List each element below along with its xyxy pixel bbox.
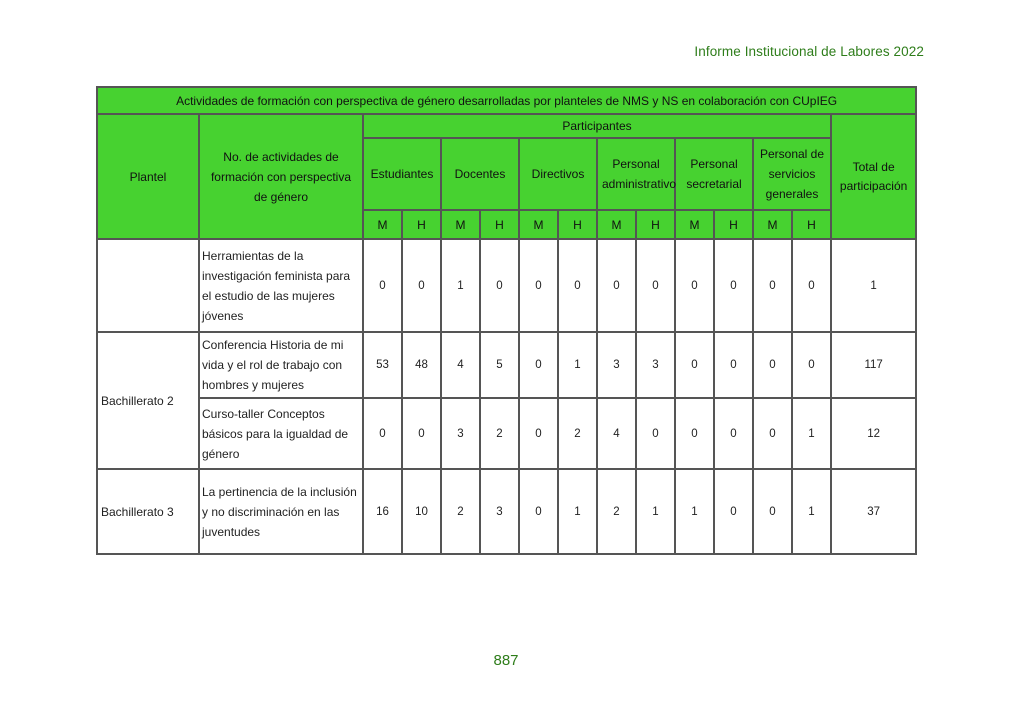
value-cell: 0 [675,332,714,398]
value-cell: 4 [597,398,636,469]
activity-cell: Curso-taller Conceptos básicos para la igualdad de género [199,398,363,469]
value-cell: 1 [675,469,714,554]
activity-cell: Herramientas de la investigación feminista para el estudio de las mujeres jóvenes [199,239,363,332]
value-cell: 5 [480,332,519,398]
sub-header-m: M [519,210,558,239]
sub-header-h: H [558,210,597,239]
value-cell: 0 [597,239,636,332]
value-cell: 0 [753,398,792,469]
plantel-cell: Bachillerato 2 [97,332,199,469]
value-cell: 3 [597,332,636,398]
value-cell: 0 [792,332,831,398]
value-cell: 53 [363,332,402,398]
value-cell: 16 [363,469,402,554]
group-header-servicios: Personal de servicios generales [753,138,831,210]
value-cell: 0 [519,239,558,332]
total-cell: 12 [831,398,916,469]
value-cell: 0 [792,239,831,332]
value-cell: 0 [753,469,792,554]
value-cell: 0 [636,398,675,469]
value-cell: 0 [675,239,714,332]
table-row [97,332,916,398]
activity-cell: Conferencia Historia de mi vida y el rol de trabajo con hombres y mujeres [199,332,363,398]
total-cell: 117 [831,332,916,398]
value-cell: 3 [480,469,519,554]
value-cell: 0 [714,469,753,554]
value-cell: 0 [363,239,402,332]
participants-header: Participantes [363,114,831,138]
value-cell: 2 [441,469,480,554]
value-cell: 3 [441,398,480,469]
value-cell: 2 [558,398,597,469]
value-cell: 1 [792,398,831,469]
total-header: Total de participación [831,114,916,239]
value-cell: 1 [792,469,831,554]
group-header-administrativo: Personal administrativo [597,138,675,210]
value-cell: 4 [441,332,480,398]
value-cell: 0 [753,239,792,332]
sub-header-m: M [597,210,636,239]
value-cell: 0 [753,332,792,398]
value-cell: 0 [363,398,402,469]
value-cell: 1 [441,239,480,332]
plantel-cell [97,239,199,332]
sub-header-h: H [636,210,675,239]
table-row [97,398,916,469]
value-cell: 48 [402,332,441,398]
value-cell: 0 [402,398,441,469]
value-cell: 1 [558,332,597,398]
sub-header-h: H [792,210,831,239]
value-cell: 2 [597,469,636,554]
value-cell: 1 [558,469,597,554]
value-cell: 0 [675,398,714,469]
sub-header-h: H [714,210,753,239]
value-cell: 0 [480,239,519,332]
table-row [97,469,916,554]
participation-table [96,86,917,555]
sub-header-m: M [675,210,714,239]
value-cell: 0 [402,239,441,332]
sub-header-m: M [441,210,480,239]
activities-header: No. de actividades de formación con perspectiva de género [199,114,363,239]
value-cell: 0 [558,239,597,332]
table-row [97,239,916,332]
total-cell: 1 [831,239,916,332]
sub-header-m: M [363,210,402,239]
value-cell: 3 [636,332,675,398]
value-cell: 10 [402,469,441,554]
sub-header-h: H [402,210,441,239]
group-header-secretarial: Personal secretarial [675,138,753,210]
value-cell: 0 [714,398,753,469]
value-cell: 2 [480,398,519,469]
group-header-directivos: Directivos [519,138,597,210]
total-cell: 37 [831,469,916,554]
value-cell: 0 [714,332,753,398]
plantel-cell: Bachillerato 3 [97,469,199,554]
activity-cell: La pertinencia de la inclusión y no discriminación en las juventudes [199,469,363,554]
plantel-header: Plantel [97,114,199,239]
table-title: Actividades de formación con perspectiva de género desarrolladas por planteles de NMS y NS en colaboración con CUpIEG [97,87,916,114]
value-cell: 1 [636,469,675,554]
value-cell: 0 [519,469,558,554]
sub-header-h: H [480,210,519,239]
group-header-estudiantes: Estudiantes [363,138,441,210]
value-cell: 0 [519,398,558,469]
report-title: Informe Institucional de Labores 2022 [694,44,924,59]
page-number: 887 [493,652,519,669]
value-cell: 0 [519,332,558,398]
sub-header-m: M [753,210,792,239]
value-cell: 0 [714,239,753,332]
value-cell: 0 [636,239,675,332]
group-header-docentes: Docentes [441,138,519,210]
